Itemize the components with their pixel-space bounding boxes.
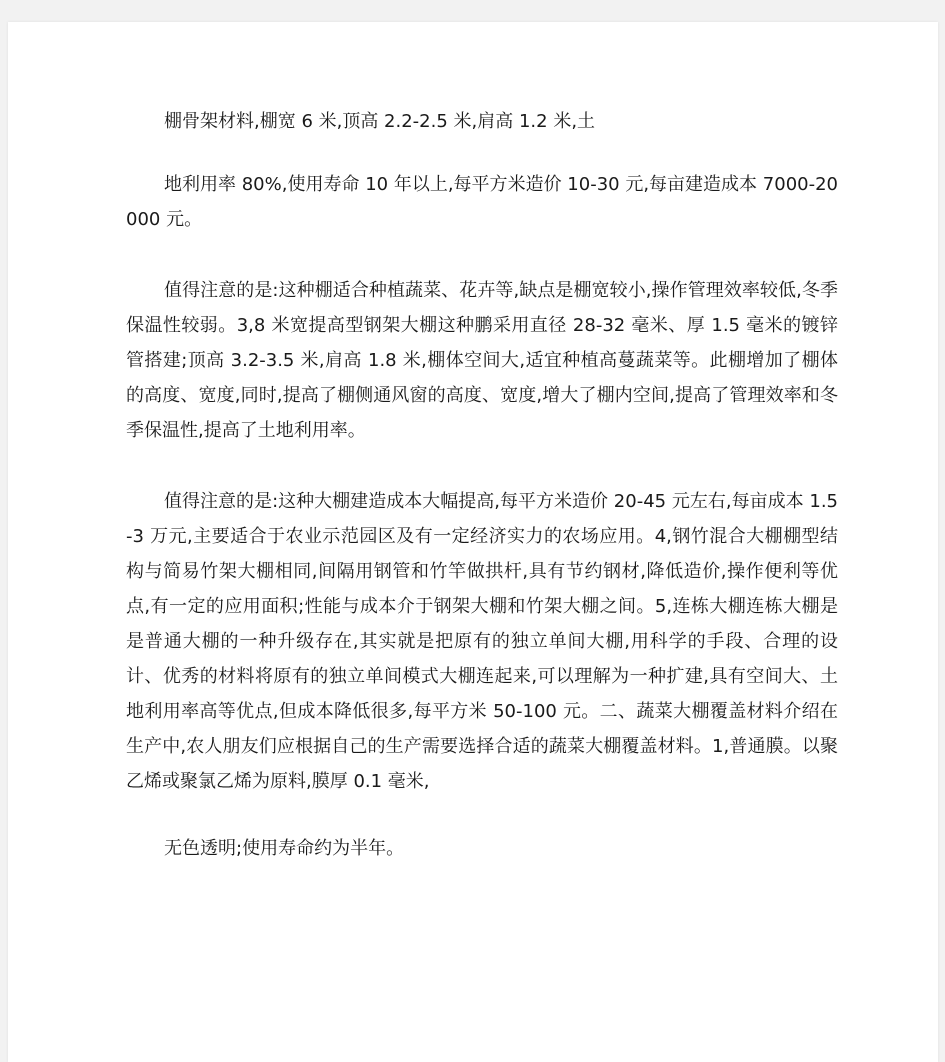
document-page — [8, 22, 938, 1062]
paragraph-4: 值得注意的是:这种大棚建造成本大幅提高,每平方米造价 20-45 元左右,每亩成本 1.5-3 万元,主要适合于农业示范园区及有一定经济实力的农场应用。4,钢竹混合大棚棚型结构与简易竹架大棚相同,间隔用钢管和竹竿做拱杆,具有节约钢材,降低造价,操作便利等优点,有一定的应用面积;性能与成本介于钢架大棚和竹架大棚之间。5,连栋大棚连栋大棚是是普通大棚的一种升级存在,其实就是把原有的独立单间大棚,用科学的手段、合理的设计、优秀的材料将原有的独立单间模式大棚连起来,可以理解为一种扩建,具有空间大、土地利用率高等优点,但成本降低很多,每平方米 50-100 元。二、蔬菜大棚覆盖材料介绍在生产中,农人朋友们应根据自己的生产需要选择合适的蔬菜大棚覆盖材料。1,普通膜。以聚乙烯或聚氯乙烯为原料,膜厚 0.1 毫米, — [126, 491, 838, 792]
paragraph-3: 值得注意的是:这种棚适合种植蔬菜、花卉等,缺点是棚宽较小,操作管理效率较低,冬季保温性较弱。3,8 米宽提高型钢架大棚这种鹏采用直径 28-32 毫米、厚 1.5 毫米的镀锌管搭建;顶高 3.2-3.5 米,肩高 1.8 米,棚体空间大,适宜种植高蔓蔬菜等。此棚增加了棚体的高度、宽度,同时,提高了棚侧通风窗的高度、宽度,增大了棚内空间,提高了管理效率和冬季保温性,提高了土地利用率。 — [126, 280, 838, 441]
paragraph-1: 棚骨架材料,棚宽 6 米,顶高 2.2-2.5 米,肩高 1.2 米,土 — [164, 111, 596, 132]
document-body — [126, 104, 838, 866]
paragraph-2: 地利用率 80%,使用寿命 10 年以上,每平方米造价 10-30 元,每亩建造成本 7000-20000 元。 — [126, 174, 838, 230]
paragraph-5: 无色透明;使用寿命约为半年。 — [164, 838, 405, 859]
